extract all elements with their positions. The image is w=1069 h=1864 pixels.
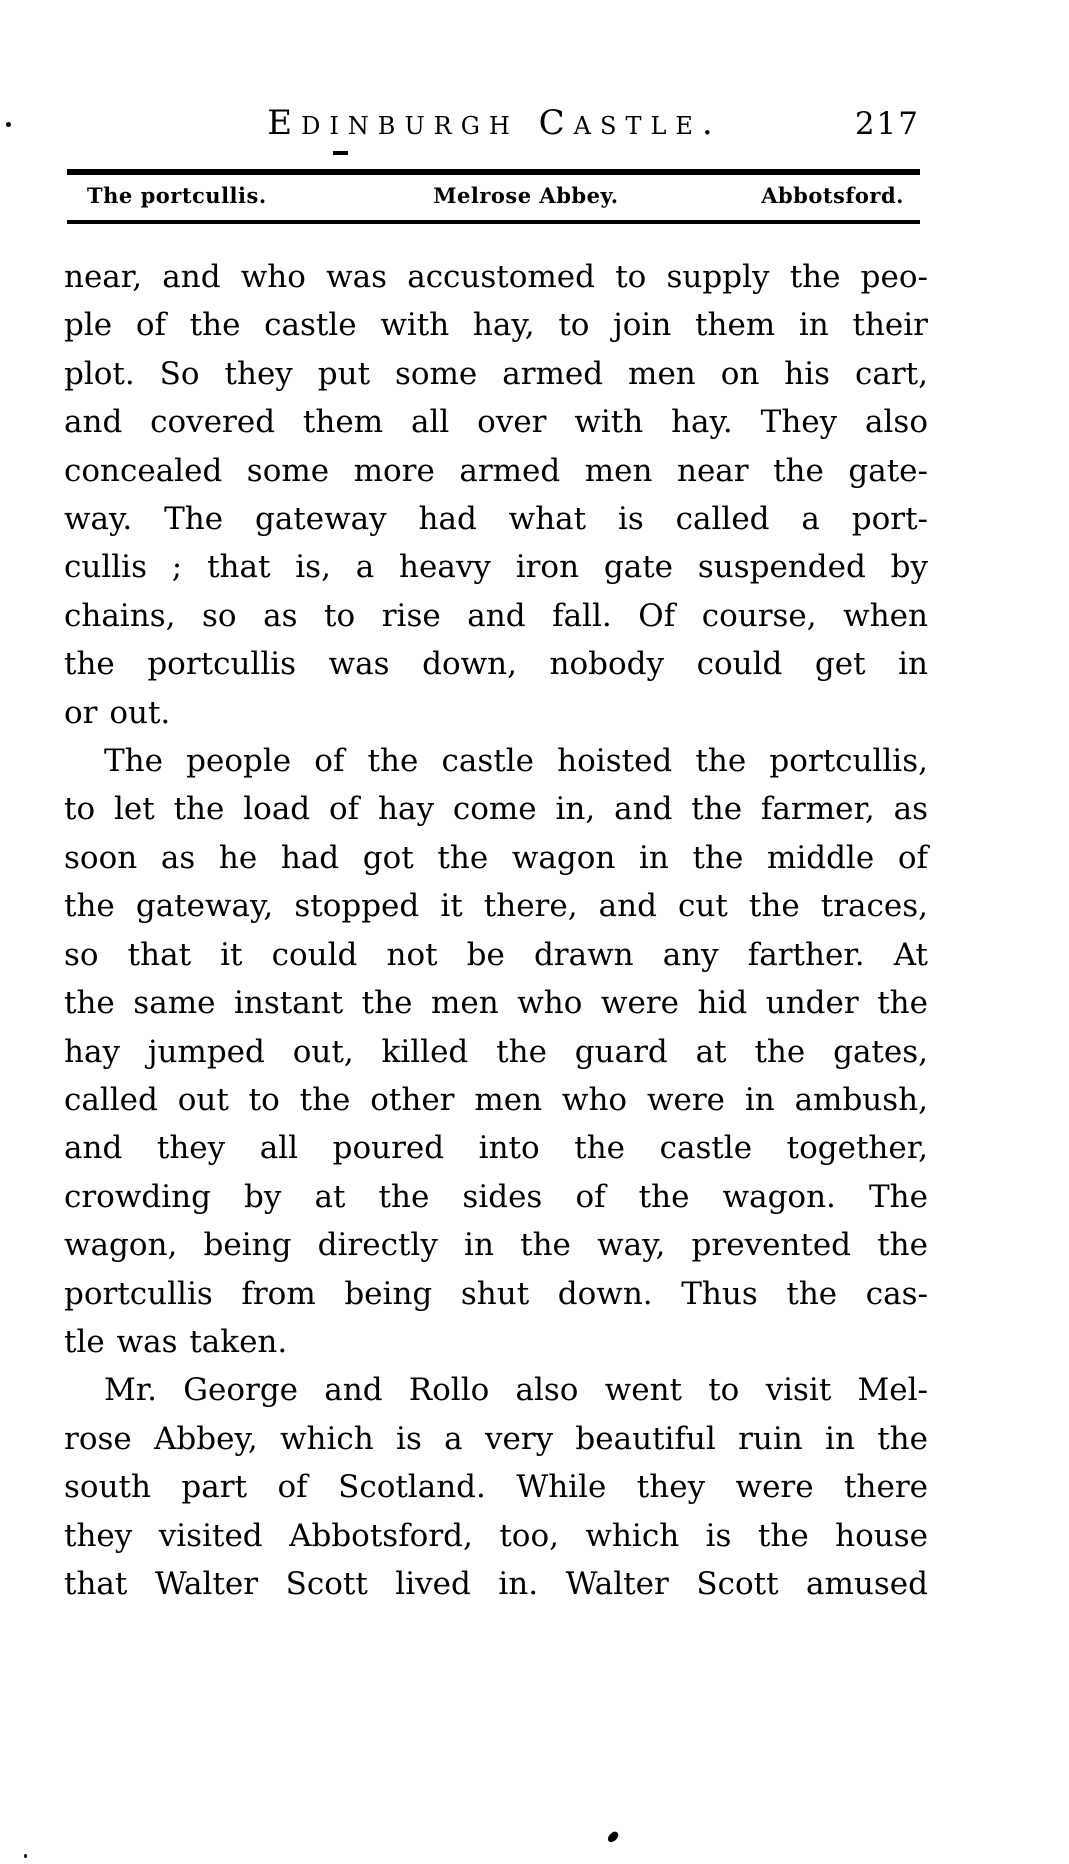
body-line: called out to the other men who were in ambush, [64, 1081, 928, 1118]
body-line: rose Abbey, which is a very beautiful ruin in the [64, 1420, 928, 1457]
body-line: portcullis from being shut down. Thus the cas- [64, 1275, 928, 1312]
running-head-center: Melrose Abbey. [433, 183, 619, 208]
scan-artifact-ink-mark [606, 1830, 620, 1844]
body-line: the gateway, stopped it there, and cut the traces, [64, 888, 928, 925]
running-head-right: Abbotsford. [761, 183, 904, 208]
header-rule-thick [67, 169, 920, 175]
body-line: and they all poured into the castle together, [64, 1130, 928, 1167]
body-line: soon as he had got the wagon in the middle of [64, 839, 928, 876]
page-title: Edinburgh Castle. [267, 103, 722, 143]
body-line: way. The gateway had what is called a port- [64, 501, 928, 538]
body-line: chains, so as to rise and fall. Of course, when [64, 597, 928, 634]
body-line: ple of the castle with hay, to join them in their [64, 307, 928, 344]
body-line: The people of the castle hoisted the portcullis, [104, 743, 928, 780]
page-number: 217 [854, 106, 920, 142]
body-line: cullis ; that is, a heavy iron gate suspended by [64, 549, 928, 586]
running-head-left: The portcullis. [87, 183, 267, 208]
body-line: so that it could not be drawn any farther. At [64, 936, 928, 973]
body-line: crowding by at the sides of the wagon. The [64, 1178, 928, 1215]
body-line: to let the load of hay come in, and the farmer, as [64, 791, 928, 828]
page-body [64, 253, 928, 1608]
running-heads [67, 183, 920, 208]
body-line: the same instant the men who were hid under the [64, 985, 928, 1022]
body-line: plot. So they put some armed men on his cart, [64, 355, 928, 392]
scan-artifact-speck [24, 1854, 27, 1858]
body-line: tle was taken. [64, 1323, 288, 1360]
body-line: that Walter Scott lived in. Walter Scott amused [64, 1565, 928, 1602]
body-line: and covered them all over with hay. They also [64, 404, 928, 441]
body-line: wagon, being directly in the way, prevented the [64, 1227, 928, 1264]
body-line: south part of Scotland. While they were there [64, 1469, 928, 1506]
body-line: concealed some more armed men near the gate- [64, 452, 928, 489]
body-line: the portcullis was down, nobody could get in [64, 646, 928, 683]
scan-artifact-dot [6, 122, 11, 127]
body-line: or out. [64, 694, 171, 731]
header-rule-thin [67, 220, 920, 224]
body-line: near, and who was accustomed to supply the peo- [64, 259, 928, 295]
body-line: Mr. George and Rollo also went to visit Mel- [104, 1372, 928, 1409]
body-line: they visited Abbotsford, too, which is the house [64, 1517, 928, 1554]
body-line: hay jumped out, killed the guard at the gates, [64, 1033, 928, 1070]
scan-artifact-dash [333, 151, 348, 155]
